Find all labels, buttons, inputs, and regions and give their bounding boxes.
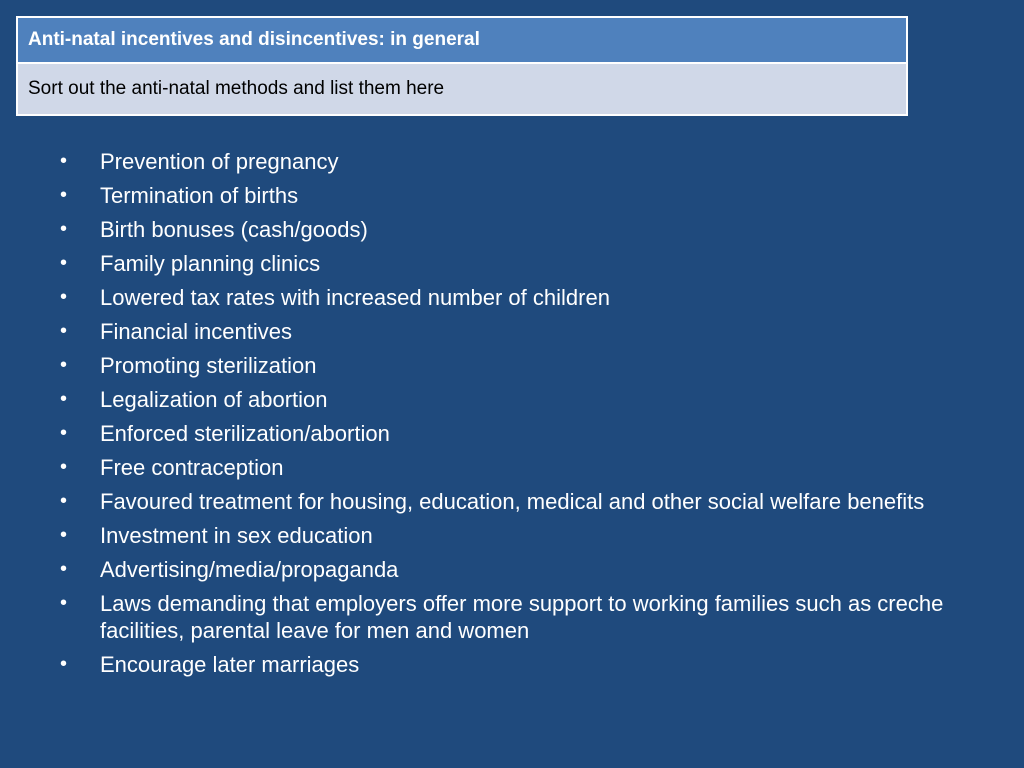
header-table — [16, 16, 908, 116]
bullet-icon: • — [60, 354, 68, 376]
list-item — [60, 522, 960, 549]
list-item — [60, 454, 960, 481]
bullet-text: Prevention of pregnancy — [100, 149, 339, 174]
bullet-text: Investment in sex education — [100, 523, 373, 548]
bullet-icon: • — [60, 558, 68, 580]
bullet-text: Family planning clinics — [100, 251, 321, 276]
bullet-icon: • — [60, 422, 68, 444]
bullet-icon: • — [60, 286, 68, 308]
bullet-text: Free contraception — [100, 455, 284, 480]
bullet-text: Legalization of abortion — [100, 387, 328, 412]
list-item — [60, 556, 960, 583]
table-header-text: Anti-natal incentives and disincentives: in general — [28, 29, 480, 50]
bullet-text: Birth bonuses (cash/goods) — [100, 217, 368, 242]
bullet-icon: • — [60, 456, 68, 478]
bullet-text: Financial incentives — [100, 319, 292, 344]
list-item — [60, 651, 960, 678]
bullet-list — [60, 148, 960, 685]
bullet-text: Favoured treatment for housing, education, medical and other social welfare benefits — [100, 489, 925, 514]
bullet-icon: • — [60, 388, 68, 410]
table-header-row — [18, 18, 906, 64]
list-item — [60, 284, 960, 311]
list-item — [60, 318, 960, 345]
bullet-text: Laws demanding that employers offer more support to working families such as creche facilities, parental leave for men and women — [100, 591, 944, 643]
bullet-text: Enforced sterilization/abortion — [100, 421, 390, 446]
bullet-icon: • — [60, 150, 68, 172]
list-item — [60, 148, 960, 175]
bullet-icon: • — [60, 184, 68, 206]
table-instruction-text: Sort out the anti-natal methods and list them here — [28, 78, 445, 99]
list-item — [60, 182, 960, 209]
bullet-icon: • — [60, 592, 68, 614]
list-item — [60, 250, 960, 277]
list-item — [60, 420, 960, 447]
bullet-text: Promoting sterilization — [100, 353, 317, 378]
bullet-text: Advertising/media/propaganda — [100, 557, 399, 582]
list-item — [60, 216, 960, 243]
bullet-icon: • — [60, 252, 68, 274]
bullet-icon: • — [60, 320, 68, 342]
bullet-text: Termination of births — [100, 183, 299, 208]
bullet-text: Lowered tax rates with increased number of children — [100, 285, 610, 310]
bullet-icon: • — [60, 490, 68, 512]
list-item — [60, 386, 960, 413]
bullet-icon: • — [60, 218, 68, 240]
list-item — [60, 590, 960, 644]
bullet-icon: • — [60, 524, 68, 546]
bullet-text: Encourage later marriages — [100, 652, 360, 677]
list-item — [60, 488, 960, 515]
table-instruction-row — [18, 64, 906, 114]
list-item — [60, 352, 960, 379]
bullet-icon: • — [60, 653, 68, 675]
